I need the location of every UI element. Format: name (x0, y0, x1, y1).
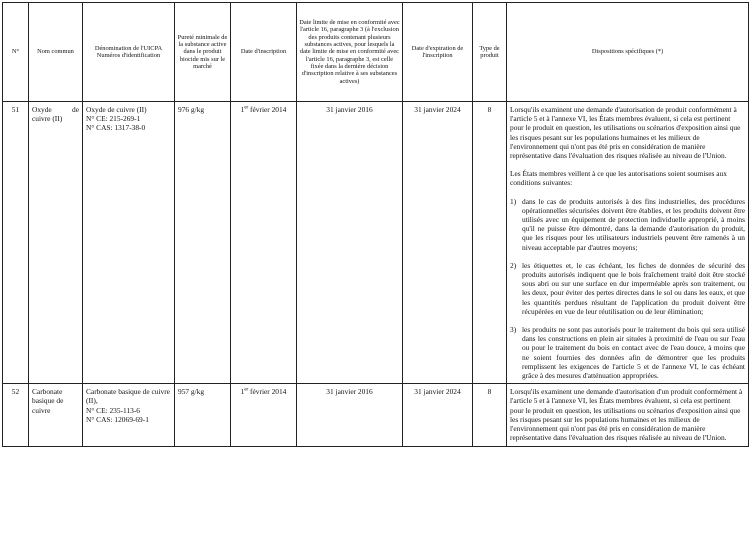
expiry: 31 janvier 2024 (403, 102, 473, 384)
ce-number: N° CE: 235-113-6 (86, 405, 141, 415)
inclusion-day: 1 (240, 387, 245, 397)
list-item-text: les produits ne sont pas autorisés pour le traitement du bois qui sera utilisé dans les constructions en plein air situées à proximité de l'eau ou sur l'eau ou pour le traitement du bois en contact avec de l'eau douce, à moins que ne soient fournies des données afin de démontrer que les produits remplissent les exigences de l'article 5 et de l'annexe VI, le cas échéant grâce à des mesures d'atténuation appropriées. (522, 325, 745, 381)
inclusion-suffix: er (244, 387, 249, 393)
list-item (510, 325, 745, 380)
common-name: Oxyde de cuivre (II) (29, 102, 83, 384)
header-expiry: Date d'expiration de l'inscription (403, 3, 473, 102)
iupac-cell (83, 102, 175, 384)
header-purity: Pureté minimale de la substance active dans le produit biocide mis sur le marché (175, 3, 231, 102)
list-item-number: 1) (510, 196, 517, 206)
header-iupac: Dénomination de l'UICPA Numéros d'identification (83, 3, 175, 102)
product-type: 8 (473, 102, 507, 384)
provisions (507, 102, 749, 384)
cas-number: N° CAS: 1317-38-0 (86, 123, 146, 133)
inclusion-date (231, 102, 297, 384)
list-item-number: 3) (510, 325, 517, 335)
iupac-name: Carbonate basique de cuivre (II), (86, 387, 170, 406)
product-type: 8 (473, 384, 507, 446)
substances-table (2, 2, 749, 447)
expiry: 31 janvier 2024 (403, 384, 473, 446)
header-product-type: Type de produit (473, 3, 507, 102)
list-item (510, 197, 745, 252)
header-deadline: Date limite de mise en conformité avec l'article 16, paragraphe 3 (à l'exclusion des produits contenant plusieurs substances actives, pour lesquels la date limite de mise en conformité avec l'article 16, paragraphe 3, est celle fixée dans la dernière décision d'inscription relative à ses substances actives) (297, 3, 403, 102)
common-name: Carbonate basique de cuivre (29, 384, 83, 446)
provision-paragraph: Lorsqu'ils examinent une demande d'autorisation de produit conformément à l'article 5 et à l'annexe VI, les États membres évaluent, si cela est pertinent pour le produit en question, les utilisations ou scénarios d'exposition ainsi que les risques pesant sur les populations humaines et les milieux de l'environnement qui n'ont pas été pris en considération de manière représentative dans l'évaluation des risques réalisée au niveau de l'Union. (510, 105, 741, 161)
inclusion-suffix: er (244, 105, 249, 111)
purity: 957 g/kg (175, 384, 231, 446)
table-row (3, 384, 749, 446)
header-provisions: Dispositions spécifiques (*) (507, 3, 749, 102)
purity: 976 g/kg (175, 102, 231, 384)
inclusion-rest: février 2014 (248, 105, 287, 114)
inclusion-date (231, 384, 297, 446)
iupac-cell (83, 384, 175, 446)
header-common-name: Nom commun (29, 3, 83, 102)
header-row (3, 3, 749, 102)
table-row (3, 102, 749, 384)
iupac-name: Oxyde de cuivre (II) (86, 105, 147, 114)
ce-number: N° CE: 215-269-1 (86, 114, 141, 124)
header-inclusion-date: Date d'inscription (231, 3, 297, 102)
provision-paragraph: Les États membres veillent à ce que les autorisations soient soumises aux conditions suivantes: (510, 169, 727, 188)
deadline: 31 janvier 2016 (297, 102, 403, 384)
row-num: 51 (3, 102, 29, 384)
provision-paragraph: Lorsqu'ils examinent une demande d'autorisation d'un produit conformément à l'article 5 et à l'annexe VI, les États membres évaluent, si cela est pertinent pour le produit en question, les utilisations ou scénarios d'exposition ainsi que les risques pesant sur les populations humaines et les milieux de l'environnement qui n'ont pas été pris en considération de manière représentative dans l'évaluation des risques réalisée au niveau de l'Union. (510, 387, 743, 443)
deadline: 31 janvier 2016 (297, 384, 403, 446)
inclusion-rest: février 2014 (248, 387, 287, 397)
list-item-text: dans le cas de produits autorisés à des fins industrielles, des procédures opérationnelles sécurisées doivent être établies, et les produits doivent être utilisés avec un équipement de protection individuelle approprié, à moins qu'il ne puisse être démontré, dans la demande d'autorisation du produit, que les risques pour les utilisateurs industriels peuvent être ramenés à un niveau acceptable par d'autres moyens; (522, 196, 745, 252)
header-num: N° (3, 3, 29, 102)
list-item-number: 2) (510, 260, 517, 270)
inclusion-day: 1 (240, 105, 245, 114)
list-item-text: les étiquettes et, le cas échéant, les fiches de données de sécurité des produits autorisés indiquent que le bois fraîchement traité doit être stocké sous abri ou sur une surface en dur imperméable après son traitement, ou les deux, pour éviter des pertes directes dans le sol ou dans les eaux, et que les quantités perdues résultant de l'application du produit doivent être récupérées en vue de leur réutilisation ou de leur élimination; (522, 260, 745, 316)
row-num: 52 (3, 384, 29, 446)
list-item (510, 261, 745, 316)
provisions (507, 384, 749, 446)
cas-number: N° CAS: 12069-69-1 (86, 414, 149, 424)
